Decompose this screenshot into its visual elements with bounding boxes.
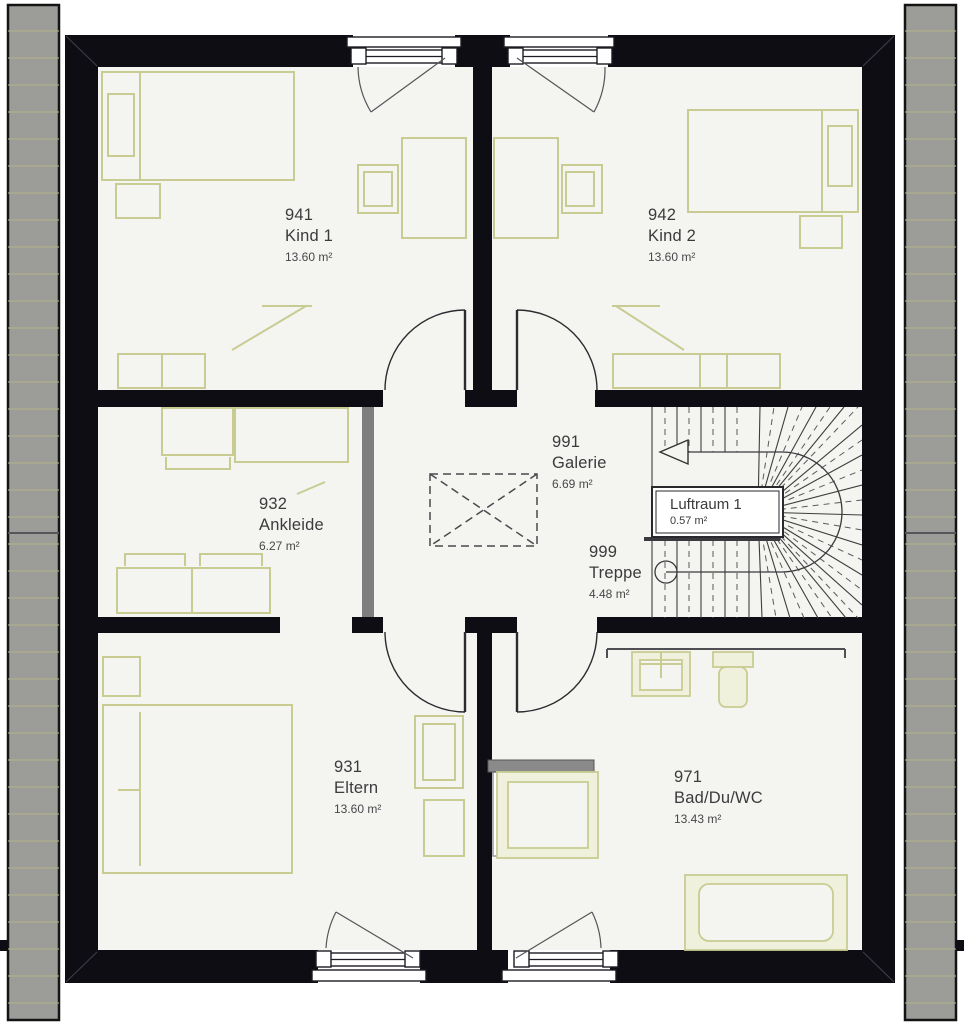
room-name: Treppe — [589, 564, 642, 583]
room-number: 941 — [285, 206, 314, 224]
room-name: Kind 1 — [285, 227, 333, 246]
room-number: 999 — [589, 543, 618, 561]
partition-wall-ankleide — [362, 407, 374, 617]
room-name: Ankleide — [259, 516, 324, 535]
void-label-luftraum — [670, 496, 742, 529]
room-area: 13.60 m² — [648, 249, 696, 264]
room-label-kind1 — [285, 205, 333, 265]
room-area: 6.27 m² — [259, 538, 300, 553]
void-name: Luftraum 1 — [670, 496, 742, 513]
room-label-treppe — [589, 542, 642, 602]
room-label-eltern — [334, 757, 381, 817]
roof-overhang-right — [905, 5, 956, 1020]
bathtub — [685, 875, 847, 950]
room-number: 932 — [259, 495, 288, 513]
room-label-ankleide — [259, 494, 324, 554]
room-name: Bad/Du/WC — [674, 789, 763, 808]
room-number: 942 — [648, 206, 677, 224]
room-number: 991 — [552, 433, 581, 451]
room-name: Eltern — [334, 779, 379, 798]
toilet — [713, 652, 753, 707]
void-area: 0.57 m² — [670, 514, 708, 527]
room-area: 6.69 m² — [552, 476, 593, 491]
room-label-bad — [674, 767, 763, 827]
shower — [488, 760, 598, 858]
room-number: 971 — [674, 768, 703, 786]
room-name: Galerie — [552, 454, 607, 473]
room-area: 13.60 m² — [334, 801, 382, 816]
room-area: 13.60 m² — [285, 249, 333, 264]
washbasin — [632, 652, 690, 696]
room-area: 4.48 m² — [589, 586, 630, 601]
room-label-galerie — [552, 432, 607, 492]
room-label-kind2 — [648, 205, 696, 265]
room-area: 13.43 m² — [674, 811, 722, 826]
roof-overhang-left — [8, 5, 59, 1020]
room-name: Kind 2 — [648, 227, 696, 246]
room-number: 931 — [334, 758, 363, 776]
